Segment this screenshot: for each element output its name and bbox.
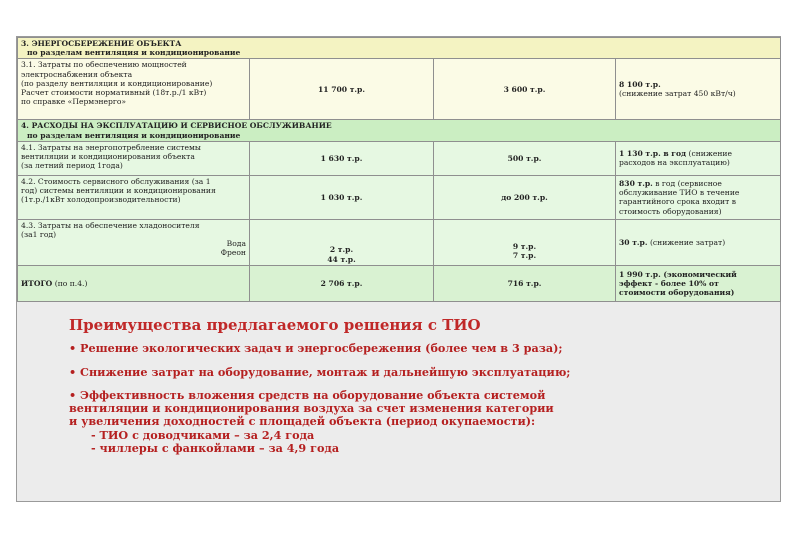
section-4-title: 4. РАСХОДЫ НА ЭКСПЛУАТАЦИЮ И СЕРВИСНОЕ ОБСЛУЖИВАНИЕ (21, 121, 332, 131)
total-traditional-value: 2 706 т.р. (250, 265, 434, 301)
row-4-1-description (18, 141, 250, 175)
advantage-item: • Решение экологических задач и энергосбережения (более чем в 3 раза); (69, 341, 563, 356)
row-3-1-traditional-value: 11 700 т.р. (250, 59, 434, 120)
desc-line: 4.2. Стоимость сервисного обслуживания (за 1 (21, 176, 211, 186)
table-row (18, 141, 781, 175)
desc-line: 4.3. Затраты на обеспечение хладоносителя (21, 220, 200, 230)
coolant-water-label: Вода (226, 239, 246, 249)
section-3-title: 3. ЭНЕРГОСБЕРЕЖЕНИЕ ОБЪЕКТА (21, 39, 182, 48)
desc-line: вентиляции и кондиционирования объекта (21, 152, 195, 162)
row-4-3-tio-value (434, 219, 616, 265)
row-4-2-traditional-value: 1 030 т.р. (250, 175, 434, 219)
row-3-1-result (616, 59, 781, 120)
result-note: (снижение затрат) (649, 237, 726, 247)
result-line: стоимости оборудования) (619, 287, 735, 297)
desc-line: Расчет стоимости нормативный (18т.р./1 кВт) (21, 88, 207, 98)
total-row (18, 265, 781, 301)
row-4-1-result (616, 141, 781, 175)
total-title: ИТОГО (21, 278, 53, 288)
payback-tio: - ТИО с доводчиками – за 2,4 года (91, 427, 315, 442)
result-value: 30 т.р. (619, 237, 648, 247)
desc-line: (за летний период 1года) (21, 161, 123, 171)
advantage-line: и увеличения доходностей с площадей объекта (период окупаемости): (69, 414, 536, 429)
total-label (18, 265, 250, 301)
water-value: 2 т.р. (329, 245, 354, 255)
row-4-1-traditional-value: 1 630 т.р. (250, 141, 434, 175)
desc-line: по справке «Пермэнерго» (21, 97, 127, 107)
result-note: в год (сервисное (655, 178, 722, 188)
section-4-header-row (18, 120, 781, 141)
section-3-header (18, 38, 781, 59)
total-result (616, 265, 781, 301)
row-4-3-description (18, 219, 250, 265)
desc-line: (1т.р./1кВт холодопроизводительности) (21, 195, 181, 205)
freon-value: 7 т.р. (512, 251, 537, 261)
freon-value: 44 т.р. (327, 254, 356, 264)
coolant-freon-label: Фреон (220, 248, 246, 258)
row-4-2-tio-value: до 200 т.р. (434, 175, 616, 219)
desc-line: 4.1. Затраты на энергопотребление системы (21, 142, 201, 152)
result-line: эффект - более 10% от (619, 278, 719, 288)
table-row (18, 175, 781, 219)
row-4-1-tio-value: 500 т.р. (434, 141, 616, 175)
total-tio-value: 716 т.р. (434, 265, 616, 301)
result-note: (снижение (688, 149, 732, 159)
desc-line: год) системы вентиляции и кондиционирования (21, 186, 216, 196)
section-3-subtitle: по разделам вентиляция и кондиционирование (27, 48, 241, 58)
desc-line: (за1 год) (21, 230, 57, 240)
advantages-block (69, 316, 759, 456)
advantage-item (69, 389, 759, 455)
comparison-table (17, 37, 781, 302)
section-4-subtitle: по разделам вентиляция и кондиционирование (27, 130, 241, 140)
desc-line: 3.1. Затраты по обеспечению мощностей (21, 60, 187, 70)
row-4-2-result (616, 175, 781, 219)
water-value: 9 т.р. (512, 242, 537, 252)
result-value: 830 т.р. (619, 178, 653, 188)
advantage-item: • Снижение затрат на оборудование, монтаж и дальнейшую эксплуатацию; (69, 364, 571, 379)
advantage-line: вентиляции и кондиционирования воздуха за счет изменения категории (69, 401, 554, 416)
row-4-2-description (18, 175, 250, 219)
advantages-title: Преимущества предлагаемого решения с ТИО (69, 316, 481, 334)
desc-line: электроснабжения объекта (21, 69, 133, 79)
table-row (18, 219, 781, 265)
table-row (18, 59, 781, 120)
result-note: расходов на эксплуатацию) (619, 158, 730, 168)
result-value: 8 100 т.р. (619, 80, 661, 90)
desc-line: (по разделу вентиляция и кондиционирование) (21, 78, 213, 88)
slide-panel (16, 36, 781, 502)
result-note: стоимость оборудования) (619, 206, 722, 216)
advantage-line: • Эффективность вложения средств на оборудование объекта системой (69, 387, 546, 402)
result-line: 1 990 т.р. (экономический (619, 269, 737, 279)
result-value: 1 130 т.р. в год (619, 149, 687, 159)
row-3-1-description (18, 59, 250, 120)
total-note: (по п.4.) (54, 278, 88, 288)
row-4-3-result (616, 219, 781, 265)
payback-chillers: - чиллеры с фанкойлами – за 4,9 года (91, 441, 340, 456)
row-3-1-tio-value: 3 600 т.р. (434, 59, 616, 120)
result-note: (снижение затрат 450 кВт/ч) (619, 89, 736, 99)
result-note: гарантийного срока входит в (619, 197, 737, 207)
row-4-3-traditional-value (250, 219, 434, 265)
section-4-header (18, 120, 781, 141)
section-3-header-row (18, 38, 781, 59)
result-note: обслуживание ТИО в течение (619, 188, 740, 198)
